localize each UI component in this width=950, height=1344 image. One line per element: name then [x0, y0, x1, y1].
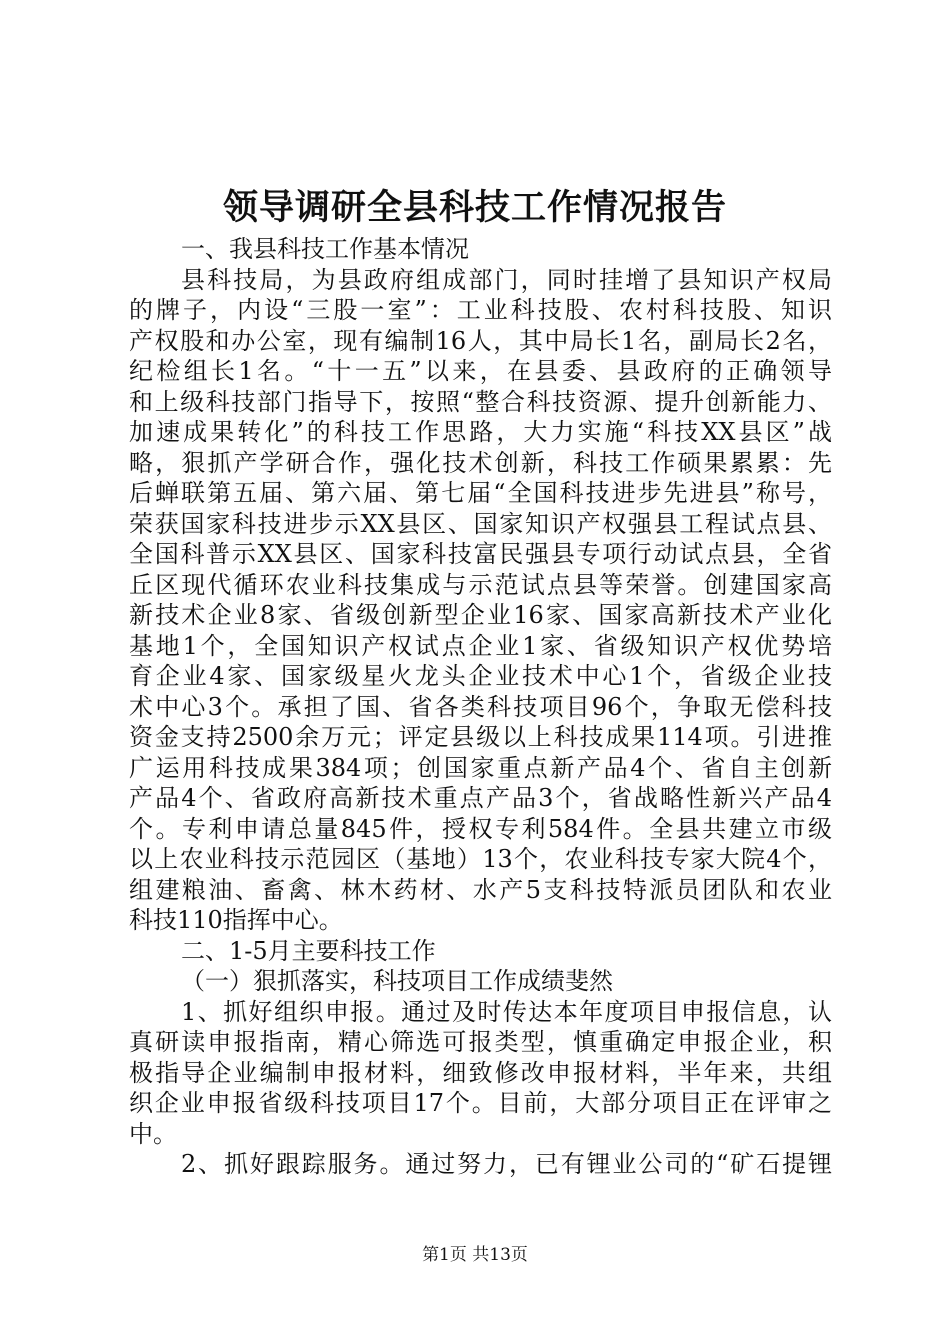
- paragraph-line: 新技术企业8家、省级创新型企业16家、国家高新技术产业化: [129, 601, 832, 629]
- subsection-heading: （一）狠抓落实，科技项目工作成绩斐然: [181, 967, 613, 995]
- page-number-footer: 第1页 共13页: [422, 1245, 528, 1265]
- paragraph-line: 纪检组长1名。“十一五”以来，在县委、县政府的正确领导: [129, 357, 832, 385]
- paragraph-line: 略，狠抓产学研合作，强化技术创新，科技工作硕果累累：先: [129, 448, 832, 477]
- document-title: 领导调研全县科技工作情况报告: [222, 187, 727, 228]
- paragraph-line: 1、抓好组织申报。通过及时传达本年度项目申报信息，认: [181, 997, 832, 1026]
- paragraph-line: 产品4个、省政府高新技术重点产品3个，省战略性新兴产品4: [129, 784, 832, 812]
- section-heading: 二、1-5月主要科技工作: [181, 936, 436, 965]
- section-heading: 一、我县科技工作基本情况: [181, 235, 469, 263]
- paragraph-line: 产权股和办公室，现有编制16人，其中局长1名，副局长2名，: [129, 326, 832, 355]
- paragraph-line: 中。: [129, 1119, 177, 1148]
- paragraph-line: 荣获国家科技进步示XX县区、国家知识产权强县工程试点县、: [129, 509, 832, 538]
- paragraph-line: 全国科普示XX县区、国家科技富民强县专项行动试点县，全省: [129, 540, 832, 568]
- paragraph-line: 育企业4家、国家级星火龙头企业技术中心1个，省级企业技: [129, 662, 832, 690]
- paragraph-line: 丘区现代循环农业科技集成与示范试点县等荣誉。创建国家高: [129, 570, 832, 599]
- paragraph-line: 以上农业科技示范园区（基地）13个，农业科技专家大院4个，: [129, 845, 832, 873]
- paragraph-line: 广运用科技成果384项；创国家重点新产品4个、省自主创新: [129, 753, 832, 782]
- paragraph-line: 基地1个，全国知识产权试点企业1家、省级知识产权优势培: [129, 631, 832, 660]
- paragraph-line: 县科技局，为县政府组成部门，同时挂增了县知识产权局: [181, 265, 832, 294]
- paragraph-line: 2、抓好跟踪服务。通过努力，已有锂业公司的“矿石提锂: [181, 1150, 832, 1178]
- paragraph-line: 个。专利申请总量845件，授权专利584件。全县共建立市级: [129, 814, 832, 843]
- paragraph-line: 真研读申报指南，精心筛选可报类型，慎重确定申报企业，积: [129, 1028, 832, 1056]
- paragraph-line: 极指导企业编制申报材料，细致修改申报材料，半年来，共组: [129, 1058, 832, 1087]
- paragraph-line: 资金支持2500余万元；评定县级以上科技成果114项。引进推: [129, 723, 832, 751]
- paragraph-line: 织企业申报省级科技项目17个。目前，大部分项目正在评审之: [129, 1089, 832, 1117]
- paragraph-line: 后蝉联第五届、第六届、第七届“全国科技进步先进县”称号，: [129, 479, 832, 507]
- paragraph-line: 加速成果转化”的科技工作思路，大力实施“科技XX县区”战: [129, 418, 832, 446]
- paragraph-line: 科技110指挥中心。: [129, 906, 343, 934]
- paragraph-line: 术中心3个。承担了国、省各类科技项目96个，争取无偿科技: [129, 692, 832, 721]
- paragraph-line: 组建粮油、畜禽、林木药材、水产5支科技特派员团队和农业: [129, 875, 832, 904]
- document-body: [129, 234, 832, 1180]
- paragraph-line: 的牌子，内设“三股一室”：工业科技股、农村科技股、知识: [129, 296, 832, 324]
- paragraph-line: 和上级科技部门指导下，按照“整合科技资源、提升创新能力、: [129, 387, 832, 416]
